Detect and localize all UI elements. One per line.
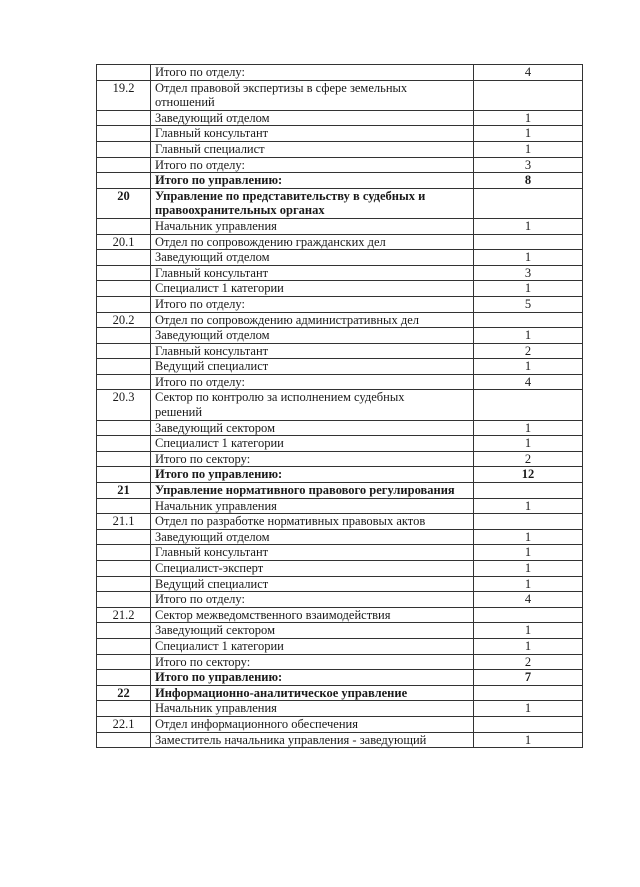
row-count: 1	[474, 250, 583, 266]
row-number: 19.2	[97, 80, 151, 110]
table-row	[97, 685, 583, 701]
row-title: Начальник управления	[151, 701, 474, 717]
row-number	[97, 576, 151, 592]
row-count: 1	[474, 701, 583, 717]
table-row	[97, 188, 583, 218]
row-title: Главный консультант	[151, 126, 474, 142]
row-title: Заведующий отделом	[151, 250, 474, 266]
table-row	[97, 732, 583, 748]
row-number	[97, 173, 151, 189]
table-row	[97, 467, 583, 483]
row-number: 20	[97, 188, 151, 218]
row-count: 1	[474, 623, 583, 639]
row-number	[97, 359, 151, 375]
row-number	[97, 296, 151, 312]
row-title: Начальник управления	[151, 218, 474, 234]
table-row	[97, 514, 583, 530]
row-title: Главный консультант	[151, 545, 474, 561]
row-number: 21.2	[97, 607, 151, 623]
table-row	[97, 592, 583, 608]
row-number	[97, 420, 151, 436]
row-title: Отдел по сопровождению административных дел	[151, 312, 474, 328]
row-title: Итого по отделу:	[151, 65, 474, 81]
row-number: 20.1	[97, 234, 151, 250]
row-title: Заведующий сектором	[151, 623, 474, 639]
table-row	[97, 374, 583, 390]
row-number	[97, 592, 151, 608]
table-row	[97, 250, 583, 266]
row-number	[97, 374, 151, 390]
table-row	[97, 265, 583, 281]
table-row	[97, 420, 583, 436]
row-count: 1	[474, 545, 583, 561]
row-count	[474, 685, 583, 701]
row-title: Управление нормативного правового регулирования	[151, 483, 474, 499]
row-count: 3	[474, 157, 583, 173]
row-title: Отдел по сопровождению гражданских дел	[151, 234, 474, 250]
table-row	[97, 654, 583, 670]
row-title: Заведующий сектором	[151, 420, 474, 436]
row-number	[97, 451, 151, 467]
row-title: Ведущий специалист	[151, 359, 474, 375]
row-title: Начальник управления	[151, 498, 474, 514]
table-row	[97, 436, 583, 452]
row-count	[474, 80, 583, 110]
table-row	[97, 234, 583, 250]
row-title	[151, 390, 474, 420]
row-count	[474, 390, 583, 420]
table-row	[97, 296, 583, 312]
row-number: 21	[97, 483, 151, 499]
staffing-table	[96, 64, 583, 748]
row-count: 3	[474, 265, 583, 281]
row-number	[97, 670, 151, 686]
row-count: 1	[474, 576, 583, 592]
row-count: 4	[474, 65, 583, 81]
row-title: Специалист 1 категории	[151, 436, 474, 452]
row-title: Специалист-эксперт	[151, 561, 474, 577]
table-row	[97, 607, 583, 623]
row-count: 1	[474, 141, 583, 157]
row-number	[97, 623, 151, 639]
row-title: Заведующий отделом	[151, 328, 474, 344]
row-title: Информационно-аналитическое управление	[151, 685, 474, 701]
row-number: 20.3	[97, 390, 151, 420]
table-row	[97, 561, 583, 577]
row-number: 22	[97, 685, 151, 701]
row-count	[474, 312, 583, 328]
row-count	[474, 483, 583, 499]
row-count: 1	[474, 732, 583, 748]
table-row	[97, 80, 583, 110]
row-number	[97, 328, 151, 344]
row-count: 1	[474, 420, 583, 436]
row-count: 2	[474, 343, 583, 359]
row-title: Специалист 1 категории	[151, 281, 474, 297]
table-row	[97, 328, 583, 344]
row-number	[97, 654, 151, 670]
document-page	[96, 64, 580, 748]
table-row	[97, 343, 583, 359]
row-title: Главный консультант	[151, 265, 474, 281]
table-row	[97, 716, 583, 732]
table-row	[97, 498, 583, 514]
table-row	[97, 701, 583, 717]
row-count: 1	[474, 561, 583, 577]
table-row	[97, 576, 583, 592]
table-row	[97, 483, 583, 499]
staffing-table-body	[97, 65, 583, 748]
table-row	[97, 623, 583, 639]
row-title: Заведующий отделом	[151, 529, 474, 545]
row-title-line: решений	[155, 405, 203, 420]
table-row	[97, 545, 583, 561]
table-row	[97, 312, 583, 328]
row-title: Итого по управлению:	[151, 670, 474, 686]
row-number	[97, 281, 151, 297]
row-title: Заместитель начальника управления - заведующий	[151, 732, 474, 748]
table-row	[97, 529, 583, 545]
table-row	[97, 218, 583, 234]
row-title: Отдел информационного обеспечения	[151, 716, 474, 732]
row-title: Главный специалист	[151, 141, 474, 157]
row-title: Сектор межведомственного взаимодействия	[151, 607, 474, 623]
table-row	[97, 110, 583, 126]
row-count: 4	[474, 374, 583, 390]
row-number	[97, 529, 151, 545]
row-number	[97, 545, 151, 561]
row-number	[97, 250, 151, 266]
row-number: 21.1	[97, 514, 151, 530]
row-number: 20.2	[97, 312, 151, 328]
row-title: Управление по представительству в судебных и правоохранительных органах	[151, 188, 474, 218]
row-count: 1	[474, 281, 583, 297]
table-row	[97, 670, 583, 686]
row-count: 2	[474, 654, 583, 670]
row-count	[474, 514, 583, 530]
row-count: 1	[474, 498, 583, 514]
row-title: Отдел по разработке нормативных правовых актов	[151, 514, 474, 530]
row-title: Ведущий специалист	[151, 576, 474, 592]
row-title: Итого по управлению:	[151, 467, 474, 483]
row-number	[97, 467, 151, 483]
row-count: 1	[474, 436, 583, 452]
row-count: 4	[474, 592, 583, 608]
table-row	[97, 173, 583, 189]
row-number: 22.1	[97, 716, 151, 732]
row-title: Специалист 1 категории	[151, 638, 474, 654]
row-count: 1	[474, 638, 583, 654]
row-count: 7	[474, 670, 583, 686]
row-number	[97, 436, 151, 452]
table-row	[97, 141, 583, 157]
row-number	[97, 265, 151, 281]
row-title: Итого по отделу:	[151, 592, 474, 608]
row-title: Итого по сектору:	[151, 451, 474, 467]
row-count: 1	[474, 328, 583, 344]
table-row	[97, 359, 583, 375]
row-count: 1	[474, 218, 583, 234]
row-count: 1	[474, 529, 583, 545]
row-number	[97, 561, 151, 577]
row-count: 8	[474, 173, 583, 189]
row-count	[474, 716, 583, 732]
row-number	[97, 343, 151, 359]
table-row	[97, 126, 583, 142]
row-number	[97, 110, 151, 126]
row-count: 1	[474, 126, 583, 142]
table-row	[97, 451, 583, 467]
row-title: Итого по управлению:	[151, 173, 474, 189]
row-number	[97, 701, 151, 717]
row-number	[97, 732, 151, 748]
row-title-line: Сектор по контролю за исполнением судебных	[155, 390, 405, 405]
table-row	[97, 65, 583, 81]
table-row	[97, 281, 583, 297]
row-number	[97, 157, 151, 173]
row-count	[474, 607, 583, 623]
row-number	[97, 218, 151, 234]
row-count: 2	[474, 451, 583, 467]
row-count	[474, 234, 583, 250]
table-row	[97, 638, 583, 654]
row-title: Отдел правовой экспертизы в сфере земельных отношений	[151, 80, 474, 110]
row-title: Итого по отделу:	[151, 374, 474, 390]
row-count: 1	[474, 110, 583, 126]
row-count	[474, 188, 583, 218]
row-number	[97, 141, 151, 157]
row-count: 12	[474, 467, 583, 483]
row-count: 5	[474, 296, 583, 312]
table-row	[97, 157, 583, 173]
row-title: Итого по отделу:	[151, 157, 474, 173]
row-number	[97, 498, 151, 514]
row-number	[97, 65, 151, 81]
table-row	[97, 390, 583, 420]
row-number	[97, 126, 151, 142]
row-number	[97, 638, 151, 654]
row-title: Главный консультант	[151, 343, 474, 359]
row-title: Итого по отделу:	[151, 296, 474, 312]
row-count: 1	[474, 359, 583, 375]
row-title: Заведующий отделом	[151, 110, 474, 126]
row-title: Итого по сектору:	[151, 654, 474, 670]
